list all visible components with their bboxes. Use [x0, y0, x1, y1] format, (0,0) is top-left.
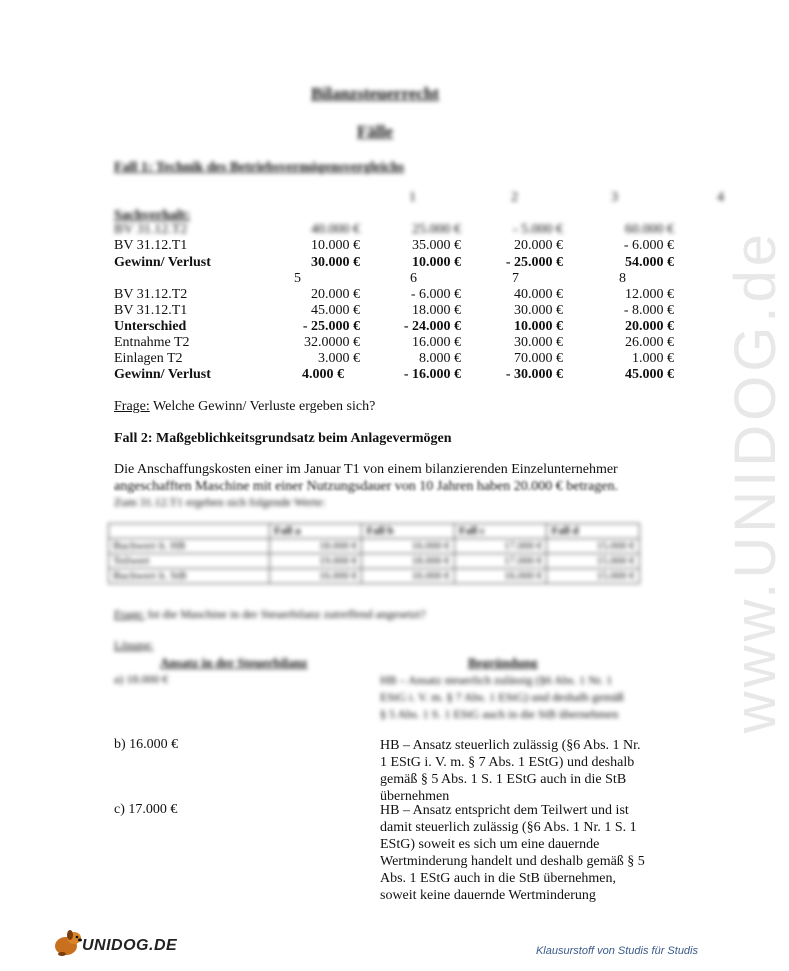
solution-c-reason: HB – Ansatz entspricht dem Teilwert und ist damit steuerlich zulässig (§6 Abs. 1 Nr. 1 S. 1 EStG) soweit es sich um eine dauernde Wertminderung handelt und deshalb gemäß § 5 Abs. 1 EStG auch in die StB übernehmen, soweit keine dauernde Wertminderung [380, 803, 645, 903]
frage2-label: Frage: [114, 607, 145, 621]
table-cell: 17.000 € [454, 554, 547, 569]
table-cell: 15.000 € [547, 554, 640, 569]
col-1: 1 [409, 190, 416, 205]
cell: 10.000 € [514, 319, 563, 334]
table-cell: 16.000 € [362, 539, 455, 554]
cell: 18.000 € [412, 303, 461, 318]
cell: 30.000 € [514, 303, 563, 318]
col-7: 7 [512, 271, 519, 286]
row-b-5 [114, 367, 674, 385]
page-subtitle: Fälle [357, 122, 393, 141]
row-label: Unterschied [114, 319, 187, 334]
table-cell: Buchwert lt. HB [109, 539, 270, 554]
solution-c-value: c) 17.000 € [114, 802, 178, 817]
frage1-label: Frage: [114, 399, 150, 414]
col-4: 4 [717, 190, 724, 205]
cell: 40.000 € [311, 222, 360, 237]
table-header-cell: Fall a [269, 524, 362, 539]
cell: 54.000 € [625, 255, 674, 270]
table-cell: 16.000 € [454, 569, 547, 584]
frage2-text: Ist die Maschine in der Steuerbilanz zutreffend angesetzt? [144, 607, 426, 621]
row-a-1 [114, 238, 674, 256]
cell: - 5.000 € [512, 222, 563, 237]
frage1 [114, 399, 375, 415]
cell: - 16.000 € [403, 367, 461, 382]
table-cell: 18.000 € [362, 554, 455, 569]
row-label: Gewinn/ Verlust [114, 367, 211, 382]
table-cell: Teilwert [109, 554, 270, 569]
cell: - 24.000 € [403, 319, 461, 334]
watermark: www.UNIDOG.de [723, 230, 788, 734]
cell: 30.000 € [514, 335, 563, 350]
solution-a-value: a) 18.000 € [114, 672, 169, 686]
row-label: Gewinn/ Verlust [114, 255, 211, 270]
footer-tagline: Klausurstoff von Studis für Studis [535, 945, 698, 957]
cell: - 30.000 € [505, 367, 563, 382]
sachverhalt-label: Sachverhalt: [114, 208, 191, 223]
cell: 60.000 € [625, 222, 674, 237]
table-cell: 15.000 € [547, 569, 640, 584]
cell: - 25.000 € [505, 255, 563, 270]
fall2-line2: angeschafften Maschine mit einer Nutzungsdauer von 10 Jahren haben 20.000 € betragen. [114, 479, 618, 494]
cell: 10.000 € [412, 255, 461, 270]
solution-head-right: Begründung [468, 655, 538, 670]
col-2: 2 [511, 190, 518, 205]
fall2-line1: Die Anschaffungskosten einer im Januar T1 von einem bilanzierenden Einzelunternehmer [114, 462, 618, 477]
table-cell: Buchwert lt. StB [109, 569, 270, 584]
cell: 25.000 € [412, 222, 461, 237]
cell: - 25.000 € [302, 319, 360, 334]
cell: 3.000 € [318, 351, 360, 366]
fall2-heading: Fall 2: Maßgeblichkeitsgrundsatz beim Anlagevermögen [114, 431, 452, 446]
row-label: BV 31.12.T2 [114, 287, 188, 302]
table-header-cell: Fall c [454, 524, 547, 539]
cell: 45.000 € [311, 303, 360, 318]
table-cell: 16.000 € [269, 569, 362, 584]
table-cell: 18.000 € [269, 539, 362, 554]
table-header-cell: Fall b [362, 524, 455, 539]
row-label: BV 31.12.T1 [114, 238, 188, 253]
col-6: 6 [410, 271, 417, 286]
cell: 1.000 € [632, 351, 674, 366]
table-header-row [109, 524, 640, 539]
cell: 4.000 € [302, 367, 344, 382]
solution-head-left: Ansatz in der Steuerbilanz [160, 655, 308, 670]
cell: 45.000 € [625, 367, 674, 382]
cell: 26.000 € [625, 335, 674, 350]
values-table [108, 523, 640, 584]
cell: 70.000 € [514, 351, 563, 366]
cell: 20.000 € [514, 238, 563, 253]
table-row [109, 554, 640, 569]
logo-text: UNIDOG.DE [82, 937, 178, 954]
table-cell: 17.000 € [454, 539, 547, 554]
col-3: 3 [611, 190, 618, 205]
table-cell: 16.000 € [362, 569, 455, 584]
cell: - 6.000 € [623, 238, 674, 253]
dog-icon [52, 928, 84, 958]
cell: - 6.000 € [410, 287, 461, 302]
frage2 [114, 607, 426, 622]
cell: 30.000 € [311, 255, 360, 270]
cell: 20.000 € [625, 319, 674, 334]
solution-b-reason: HB – Ansatz steuerlich zulässig (§6 Abs. 1 Nr. 1 EStG i. V. m. § 7 Abs. 1 EStG) und deshalb gemäß § 5 Abs. 1 S. 1 EStG auch in die StB übernehmen [380, 738, 641, 804]
row-label: BV 31.12.T2 [114, 222, 188, 237]
cols-a-header [114, 190, 724, 208]
frage1-text: Welche Gewinn/ Verluste ergeben sich? [149, 399, 376, 414]
unidog-logo[interactable] [52, 928, 178, 958]
fall2-line3: Zum 31.12.T1 ergeben sich folgende Werte: [114, 495, 326, 509]
table-row [109, 539, 640, 554]
page-title: Bilanzsteuerrecht [310, 84, 440, 103]
row-label: BV 31.12.T1 [114, 303, 188, 318]
col-5: 5 [294, 271, 301, 286]
cell: 40.000 € [514, 287, 563, 302]
cell: 35.000 € [412, 238, 461, 253]
cell: 12.000 € [625, 287, 674, 302]
cell: 20.000 € [311, 287, 360, 302]
table-cell: 15.000 € [547, 539, 640, 554]
col-8: 8 [619, 271, 626, 286]
table-cell: 19.000 € [269, 554, 362, 569]
cell: 8.000 € [419, 351, 461, 366]
cell: 32.0000 € [304, 335, 360, 350]
cell: 16.000 € [412, 335, 461, 350]
cell: - 8.000 € [623, 303, 674, 318]
table-row [109, 569, 640, 584]
row-label: Einlagen T2 [114, 351, 183, 366]
row-label: Entnahme T2 [114, 335, 190, 350]
fall1-heading: Fall 1: Technik des Betriebsvermögensvergleichs [114, 160, 405, 175]
cell: 10.000 € [311, 238, 360, 253]
solution-b-value: b) 16.000 € [114, 737, 179, 752]
table-header-cell [109, 524, 270, 539]
loesung-label: Lösung: [114, 638, 154, 652]
table-header-cell: Fall d [547, 524, 640, 539]
solution-a-reason: HB – Ansatz steuerlich zulässig (§6 Abs. 1 Nr. 1 EStG i. V. m. § 7 Abs. 1 EStG) und deshalb gemäß § 5 Abs. 1 S. 1 EStG auch in die StB übernehmen [380, 673, 624, 721]
